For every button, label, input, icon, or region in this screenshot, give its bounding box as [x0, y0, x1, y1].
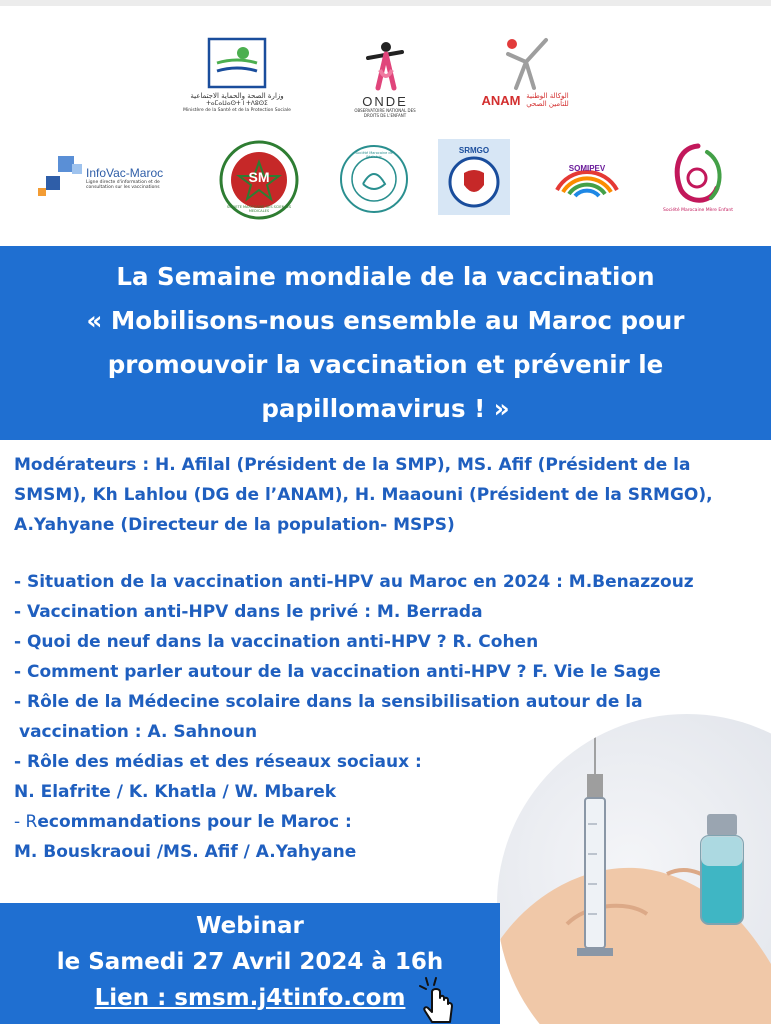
- anam-figure-icon: [502, 36, 550, 92]
- program-item-2: - Vaccination anti-HPV dans le privé : M. Berrada: [14, 602, 483, 622]
- program-item-7-prefix: - R: [14, 812, 38, 832]
- hero-subtitle-line-3: papillomavirus ! »: [261, 394, 510, 423]
- ministry-tifinagh: ⵜⴰⵎⴰⵡⴰⵙⵜ ⵏ ⵜⴷⵓⵙⵉ: [206, 100, 268, 108]
- onde-caption: OBSERVATOIRE NATIONAL DES DROITS DE L'ENFANT: [354, 107, 416, 118]
- anam-logo: [470, 26, 582, 118]
- infovac-logo: [36, 146, 186, 210]
- mother-child-icon: [667, 142, 729, 208]
- ministry-logo: [183, 30, 291, 120]
- smsm-logo: [216, 139, 302, 221]
- mother-child-logo: [658, 128, 738, 228]
- webinar-title: Webinar: [196, 913, 304, 939]
- onde-logo: [340, 34, 430, 124]
- webinar-link[interactable]: Lien : smsm.j4tinfo.com: [94, 985, 406, 1011]
- infovac-squares-icon: [36, 154, 84, 202]
- program-item-5-continued: vaccination : A. Sahnoun: [19, 722, 258, 742]
- hero-subtitle-line-1: « Mobilisons-nous ensemble au Maroc pour: [86, 306, 685, 335]
- onde-figure-icon: [360, 40, 410, 92]
- program-list: [14, 567, 759, 867]
- program-item-7: [14, 807, 759, 837]
- somipev-name: SOMIPEV: [568, 164, 606, 173]
- program-item-3: - Quoi de neuf dans la vaccination anti-HPV ? R. Cohen: [14, 632, 539, 652]
- onde-name: ONDE: [362, 93, 408, 109]
- srmgo-logo: [438, 139, 510, 215]
- smp-logo: [338, 143, 410, 215]
- anam-name: ANAM: [481, 92, 521, 108]
- program-item-6: - Rôle des médias et des réseaux sociaux :: [14, 752, 422, 772]
- program-item-5: - Rôle de la Médecine scolaire dans la sensibilisation autour de la: [14, 692, 643, 712]
- smp-caption: Société Marocaine de Pédiatrie: [355, 151, 393, 160]
- program-item-7-text: ecommandations pour le Maroc :: [37, 812, 352, 832]
- infovac-caption: Ligne directe d'information et de consultation sur les vaccinations: [86, 179, 160, 190]
- moderators-line-1: Modérateurs : H. Afilal (Président de la SMP), MS. Afif (Président de la: [14, 455, 691, 475]
- ministry-caption: Ministère de la Santé et de la Protection Sociale: [183, 107, 291, 113]
- infovac-name: InfoVac-Maroc: [86, 165, 164, 180]
- hero-title: La Semaine mondiale de la vaccination: [116, 262, 655, 291]
- program-item-4: - Comment parler autour de la vaccination anti-HPV ? F. Vie le Sage: [14, 662, 661, 682]
- smsm-name: SM: [248, 169, 270, 185]
- moderators-line-2: SMSM), Kh Lahlou (DG de l’ANAM), H. Maaouni (Président de la SRMGO),: [14, 485, 713, 505]
- program-item-6-speakers: N. Elafrite / K. Khatla / W. Mbarek: [14, 782, 337, 802]
- hand-pointer-icon: [418, 976, 458, 1024]
- srmgo-name: SRMGO: [458, 145, 490, 155]
- ministry-emblem-icon: [207, 37, 267, 89]
- mother-child-caption: Société Marocaine Mère Enfant: [663, 208, 733, 214]
- ministry-arabic: وزارة الصحة والحماية الاجتماعية: [190, 92, 284, 101]
- top-strip: [0, 0, 771, 6]
- smsm-caption: SOCIETE MAROCAINE DES SCIENCES MEDICALES: [226, 205, 292, 214]
- srmgo-emblem-icon: [447, 155, 501, 209]
- somipev-logo: [542, 132, 632, 216]
- somipev-rings-icon: [545, 134, 629, 214]
- program-item-7-speakers: M. Bouskraoui /MS. Afif / A.Yahyane: [14, 842, 357, 862]
- anam-arabic: الوكالة الوطنية للتأمين الصحي: [526, 91, 569, 108]
- hero-subtitle-line-2: promouvoir la vaccination et prévenir le: [107, 350, 664, 379]
- program-item-1: - Situation de la vaccination anti-HPV au Maroc en 2024 : M.Benazzouz: [14, 572, 694, 592]
- hero-banner: [0, 246, 771, 440]
- webinar-date: le Samedi 27 Avril 2024 à 16h: [56, 949, 444, 975]
- moderators-block: [14, 450, 759, 540]
- moderators-line-3: A.Yahyane (Directeur de la population- MSPS): [14, 515, 455, 535]
